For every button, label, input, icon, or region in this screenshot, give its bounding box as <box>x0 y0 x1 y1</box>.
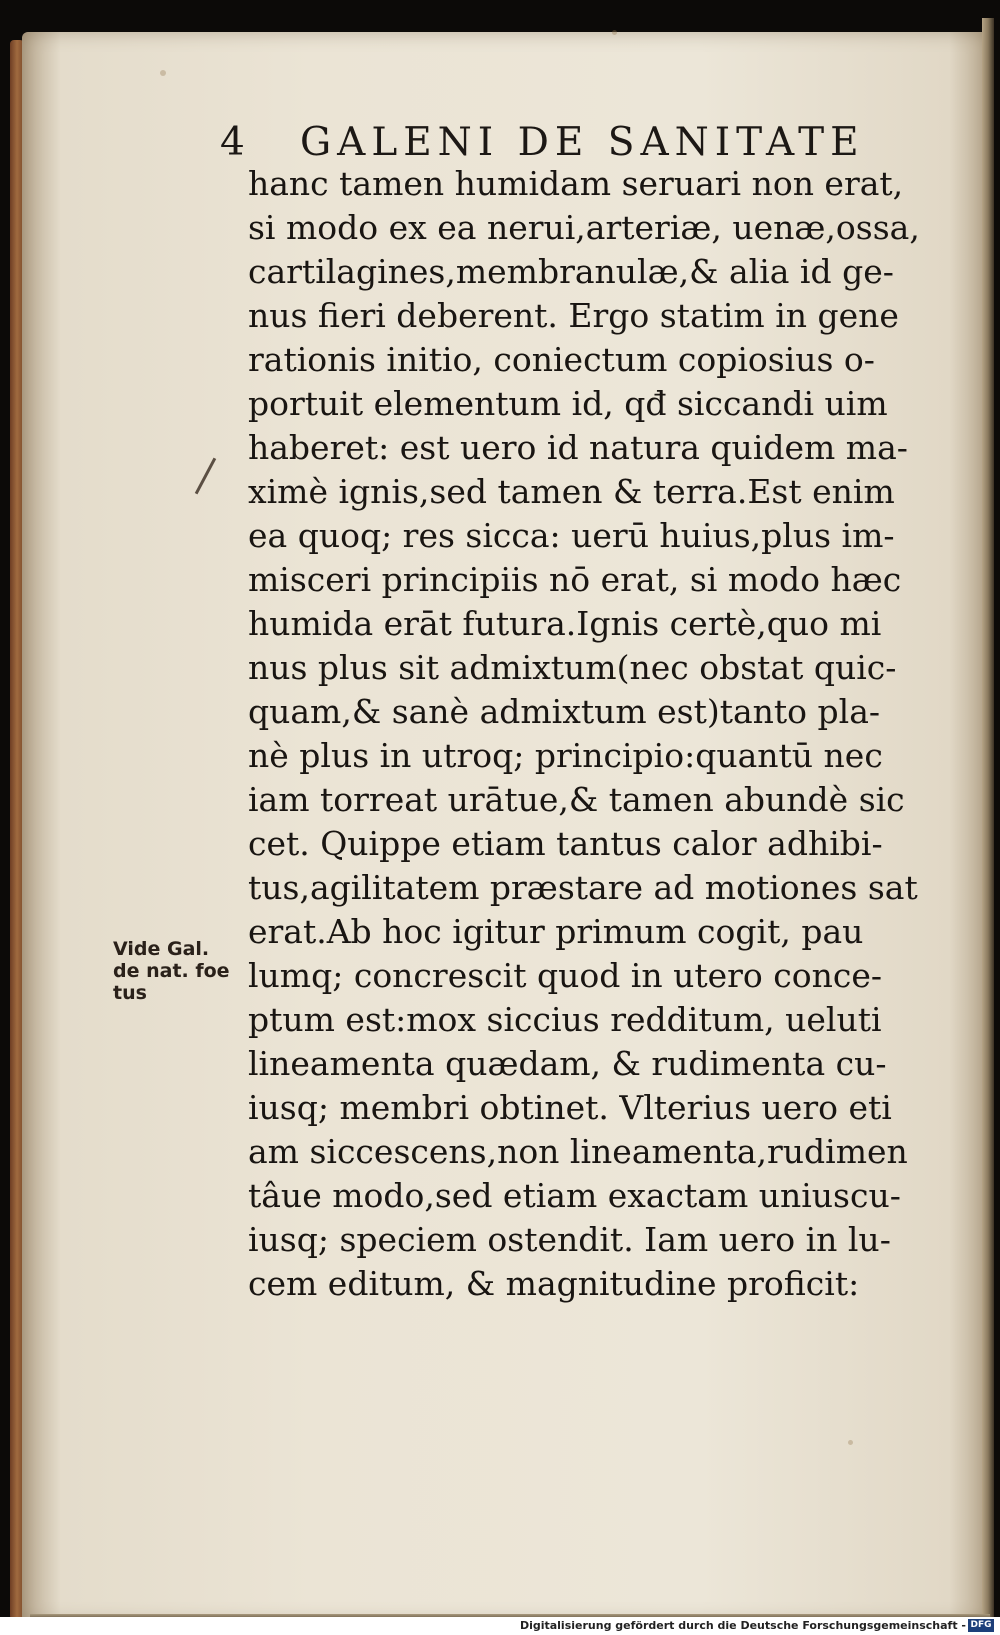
text-line: cem editum, & magnitudine proficit: <box>248 1264 860 1303</box>
text-line: ximè ignis,sed tamen & terra.Est enim <box>248 472 895 511</box>
text-line: tâue modo,sed etiam exactam uniuscu- <box>248 1176 901 1215</box>
body-text <box>248 162 920 1306</box>
text-line: nus plus sit admixtum(nec obstat quic- <box>248 648 897 687</box>
text-line: si modo ex ea nerui,arteriæ, uenæ,ossa, <box>248 208 920 247</box>
text-line: iusq; speciem ostendit. Iam uero in lu- <box>248 1220 891 1259</box>
page-edge-right <box>982 18 994 1618</box>
text-line: rationis initio, coniectum copiosius o- <box>248 340 875 379</box>
text-line: nus fieri deberent. Ergo statim in gene <box>248 296 899 335</box>
foxing-spot <box>848 1440 853 1445</box>
page-header <box>220 120 865 168</box>
foxing-spot <box>612 30 617 35</box>
marginal-note-line: de nat. foe <box>113 960 230 982</box>
text-line: ea quoq; res sicca: uerū huius,plus im- <box>248 516 895 555</box>
text-line: am siccescens,non lineamenta,rudimen <box>248 1132 908 1171</box>
running-title: GALENI DE SANITATE <box>300 120 865 165</box>
text-line: iusq; membri obtinet. Vlterius uero eti <box>248 1088 892 1127</box>
text-line: cet. Quippe etiam tantus calor adhibi- <box>248 824 883 863</box>
text-line: quam,& sanè admixtum est)tanto pla- <box>248 692 881 731</box>
funding-credit: Digitalisierung gefördert durch die Deutsche Forschungsgemeinschaft - <box>519 1619 966 1632</box>
text-line: iam torreat urātue,& tamen abundè sic <box>248 780 905 819</box>
text-line: hanc tamen humidam seruari non erat, <box>248 164 904 203</box>
text-line: lineamenta quædam, & rudimenta cu- <box>248 1044 887 1083</box>
marginal-note-line: tus <box>113 982 147 1004</box>
marginal-note <box>113 938 243 1004</box>
text-line: portuit elementum id, qđ siccandi uim <box>248 384 888 423</box>
text-line: lumq; concrescit quod in utero conce- <box>248 956 883 995</box>
dfg-logo: DFG <box>968 1619 994 1632</box>
text-line: ptum est:mox siccius redditum, ueluti <box>248 1000 882 1039</box>
text-line: haberet: est uero id natura quidem ma- <box>248 428 908 467</box>
text-line: misceri principiis nō erat, si modo hæc <box>248 560 902 599</box>
text-line: cartilagines,membranulæ,& alia id ge- <box>248 252 894 291</box>
text-line: erat.Ab hoc igitur primum cogit, pau <box>248 912 864 951</box>
marginal-note-line: Vide Gal. <box>113 938 210 960</box>
page-number: 4 <box>220 120 251 165</box>
text-line: tus,agilitatem præstare ad motiones sat <box>248 868 918 907</box>
text-line: nè plus in utroq; principio:quantū nec <box>248 736 883 775</box>
text-line: humida erāt futura.Ignis certè,quo mi <box>248 604 882 643</box>
foxing-spot <box>160 70 166 76</box>
